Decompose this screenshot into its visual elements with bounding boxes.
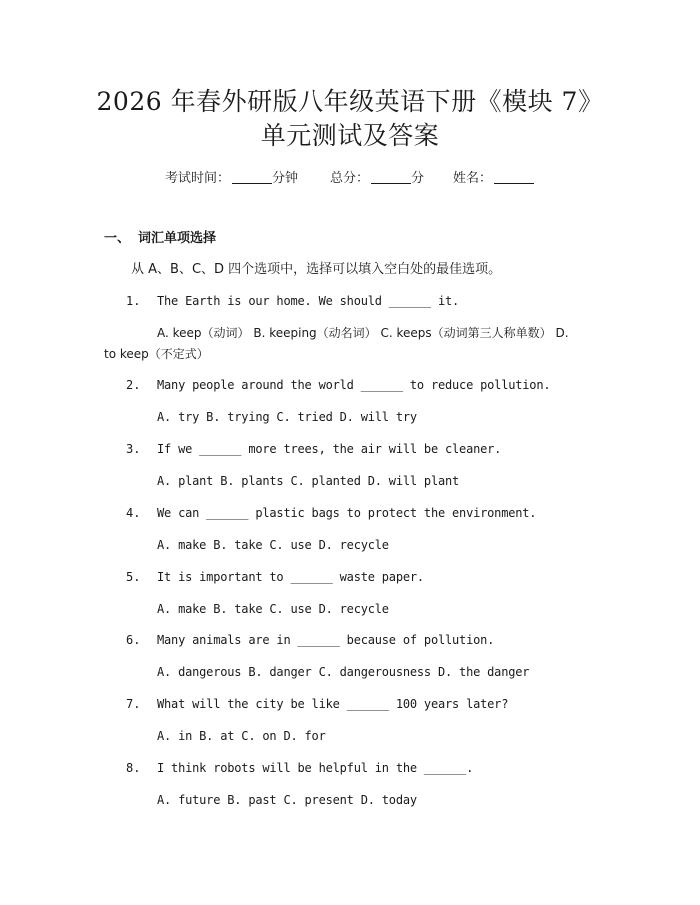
document-title-line-2: 单元测试及答案 bbox=[260, 121, 440, 150]
exam-time-unit: 分钟 bbox=[272, 171, 299, 186]
question-7 bbox=[0, 694, 700, 714]
exam-time-label: 考试时间： bbox=[165, 171, 231, 186]
student-name-field bbox=[453, 169, 534, 189]
question-3-options: A. plant B. plants C. planted D. will plant bbox=[157, 474, 460, 488]
student-name-blank bbox=[494, 169, 534, 184]
question-number: 3. bbox=[126, 442, 141, 456]
question-text: I think robots will be helpful in the ______. bbox=[157, 761, 474, 775]
exam-info-row bbox=[0, 169, 700, 189]
section-instruction: 从 A、B、C、D 四个选项中，选择可以填入空白处的最佳选项。 bbox=[131, 262, 502, 277]
question-text: Many animals are in ______ because of pollution. bbox=[157, 633, 495, 647]
question-8-options: A. future B. past C. present D. today bbox=[157, 793, 417, 807]
question-6-options: A. dangerous B. danger C. dangerousness D. the danger bbox=[157, 665, 530, 679]
question-4-options: A. make B. take C. use D. recycle bbox=[157, 538, 389, 552]
question-7-options: A. in B. at C. on D. for bbox=[157, 729, 326, 743]
question-4 bbox=[0, 503, 700, 523]
question-1-options-continued: to keep（不定式） bbox=[104, 347, 209, 361]
exam-time-blank bbox=[232, 169, 272, 184]
section-heading bbox=[104, 229, 216, 249]
question-number: 5. bbox=[126, 570, 141, 584]
question-2-options: A. try B. trying C. tried D. will try bbox=[157, 410, 417, 424]
question-6 bbox=[0, 630, 700, 650]
question-8 bbox=[0, 758, 700, 778]
total-score-field bbox=[330, 169, 424, 189]
question-number: 2. bbox=[126, 378, 141, 392]
question-text: It is important to ______ waste paper. bbox=[157, 570, 424, 584]
question-3 bbox=[0, 439, 700, 459]
document-title-line-1: 2026 年春外研版八年级英语下册《模块 7》 bbox=[96, 87, 604, 116]
question-text: The Earth is our home. We should ______ it. bbox=[157, 294, 460, 308]
question-5 bbox=[0, 567, 700, 587]
question-text: We can ______ plastic bags to protect the environment. bbox=[157, 506, 537, 520]
total-score-label: 总分： bbox=[330, 171, 370, 186]
question-number: 6. bbox=[126, 633, 141, 647]
question-5-options: A. make B. take C. use D. recycle bbox=[157, 602, 389, 616]
question-text: Many people around the world ______ to reduce pollution. bbox=[157, 378, 551, 392]
section-number: 一、 bbox=[104, 231, 131, 246]
question-number: 1. bbox=[126, 294, 141, 308]
question-number: 4. bbox=[126, 506, 141, 520]
exam-time-field bbox=[165, 169, 298, 189]
section-title: 词汇单项选择 bbox=[138, 231, 217, 246]
question-number: 7. bbox=[126, 697, 141, 711]
question-number: 8. bbox=[126, 761, 141, 775]
question-text: What will the city be like ______ 100 years later? bbox=[157, 697, 509, 711]
question-1-options: A. keep（动词） B. keeping（动名词） C. keeps（动词第三人称单数） D. bbox=[157, 326, 569, 340]
total-score-blank bbox=[371, 169, 411, 184]
question-text: If we ______ more trees, the air will be cleaner. bbox=[157, 442, 502, 456]
student-name-label: 姓名： bbox=[453, 171, 493, 186]
total-score-unit: 分 bbox=[411, 171, 425, 186]
question-1 bbox=[0, 291, 700, 311]
question-2 bbox=[0, 375, 700, 395]
